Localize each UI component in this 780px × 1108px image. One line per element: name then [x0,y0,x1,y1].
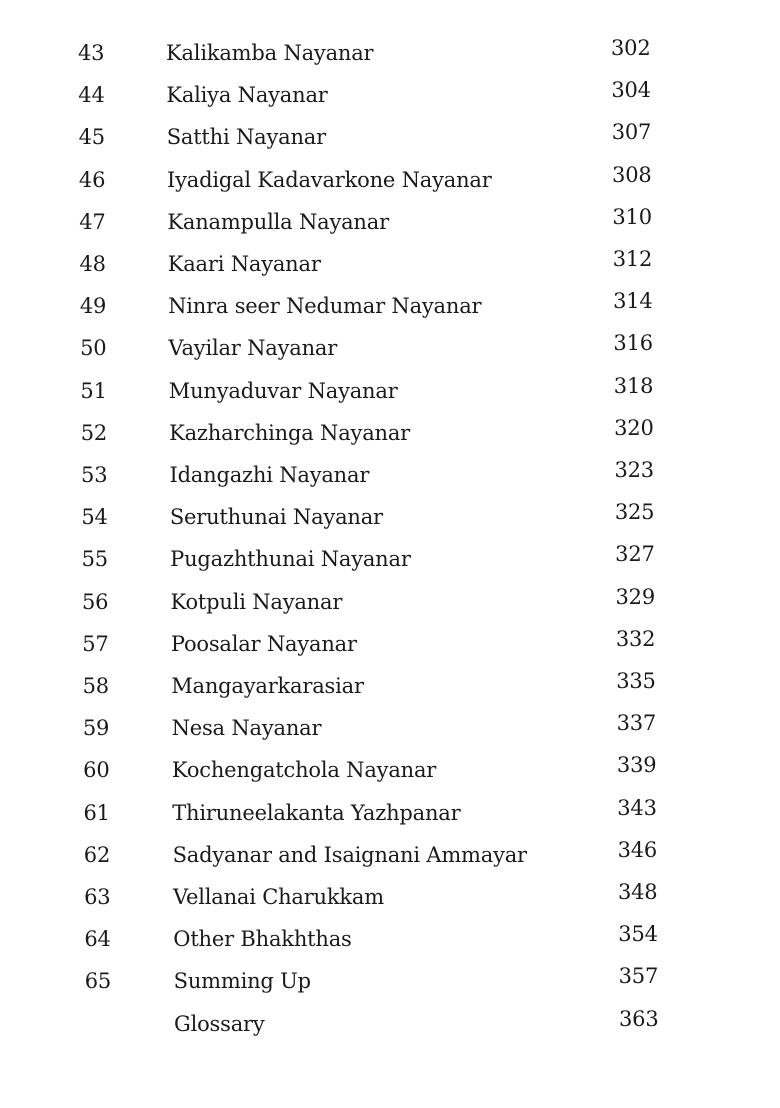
toc-entry [0,371,780,411]
entry-page: 339 [616,753,657,778]
entry-page: 323 [614,458,654,482]
toc-entry [0,877,780,917]
toc-entry [0,202,780,242]
entry-title: Glossary [174,1011,265,1036]
entry-number: 65 [84,969,112,994]
entry-title: Vellanai Charukkam [172,885,384,909]
entry-title: Kanampulla Nayanar [167,209,389,234]
entry-number: 58 [82,674,109,698]
toc-entry [0,539,780,579]
entry-number: 48 [79,252,106,276]
entry-page: 348 [617,880,658,904]
entry-title: Summing Up [173,969,311,994]
toc-entry [0,624,780,664]
toc-entry [0,961,780,1001]
entry-title: Kochengatchola Nayanar [171,758,437,783]
entry-page: 332 [615,626,656,651]
entry-title: Thiruneelakanta Yazhpanar [172,800,461,825]
entry-page: 354 [618,922,658,947]
entry-number: 54 [81,505,108,530]
toc-entry [0,582,780,622]
toc-entry [0,328,780,368]
entry-page: 335 [616,669,656,693]
entry-title: Iyadigal Kadavarkone Nayanar [167,167,492,192]
entry-page: 320 [614,415,654,440]
toc-entry [0,413,780,453]
toc-entry [0,75,780,115]
entry-number: 45 [78,125,105,150]
entry-number: 47 [79,209,106,234]
toc-entry [0,835,780,875]
toc-entry [0,708,780,748]
entry-page: 343 [617,795,657,820]
entry-number: 60 [83,758,110,783]
entry-page: 329 [615,584,655,609]
toc-entry [0,244,780,284]
entry-title: Kalikamba Nayanar [166,41,374,65]
toc-entry [0,160,780,200]
entry-title: Mangayarkarasiar [171,674,364,698]
toc-entry [0,455,780,495]
entry-title: Kotpuli Nayanar [170,589,343,614]
entry-number: 64 [84,927,111,952]
entry-title: Idangazhi Nayanar [169,463,370,487]
entry-number: 44 [78,83,105,108]
entry-page: 337 [616,711,657,736]
entry-page: 312 [612,247,653,271]
entry-title: Munyaduvar Nayanar [168,378,398,403]
toc-entry [0,1004,780,1044]
entry-title: Ninra seer Nedumar Nayanar [168,294,482,319]
toc-entry [0,286,780,326]
entry-page: 302 [611,36,651,60]
entry-title: Kaari Nayanar [167,252,321,276]
entry-page: 308 [612,162,652,187]
entry-number: 52 [80,420,108,445]
entry-page: 310 [612,204,652,229]
entry-number: 43 [78,41,105,65]
entry-title: Satthi Nayanar [166,125,326,150]
entry-title: Sadyanar and Isaignani Ammayar [172,842,527,867]
entry-title: Vayilar Nayanar [168,336,338,361]
entry-page: 316 [613,331,653,356]
entry-number: 56 [81,589,109,614]
entry-title: Nesa Nayanar [171,716,322,741]
entry-title: Seruthunai Nayanar [169,505,383,530]
entry-number: 62 [83,842,111,867]
entry-title: Poosalar Nayanar [170,631,357,656]
entry-page: 327 [615,542,655,567]
entry-page: 325 [614,500,655,525]
toc-entry [0,750,780,790]
entry-title: Kazharchinga Nayanar [169,420,411,445]
toc-entry [0,117,780,157]
entry-number: 50 [80,336,107,361]
entry-title: Pugazhthunai Nayanar [170,547,411,572]
toc-entry [0,919,780,959]
entry-page: 318 [613,373,654,398]
toc-entry [0,793,780,833]
toc-entry [0,497,780,537]
entry-number: 46 [78,167,106,192]
entry-number: 61 [83,800,110,825]
entry-number: 57 [82,631,109,656]
entry-page: 363 [619,1006,659,1031]
entry-number: 51 [80,378,107,403]
toc-entry [0,33,780,73]
entry-page: 314 [613,289,653,314]
entry-page: 346 [617,837,658,862]
entry-number: 53 [81,463,108,487]
entry-title: Other Bhakhthas [173,927,352,952]
entry-page: 307 [611,120,652,145]
entry-page: 304 [611,78,651,103]
entry-number: 49 [79,294,107,319]
toc-entry [0,666,780,706]
entry-number: 59 [82,716,110,741]
entry-number: 63 [84,885,111,909]
entry-number: 55 [81,547,108,572]
entry-title: Kaliya Nayanar [166,83,328,108]
entry-page: 357 [618,964,659,989]
